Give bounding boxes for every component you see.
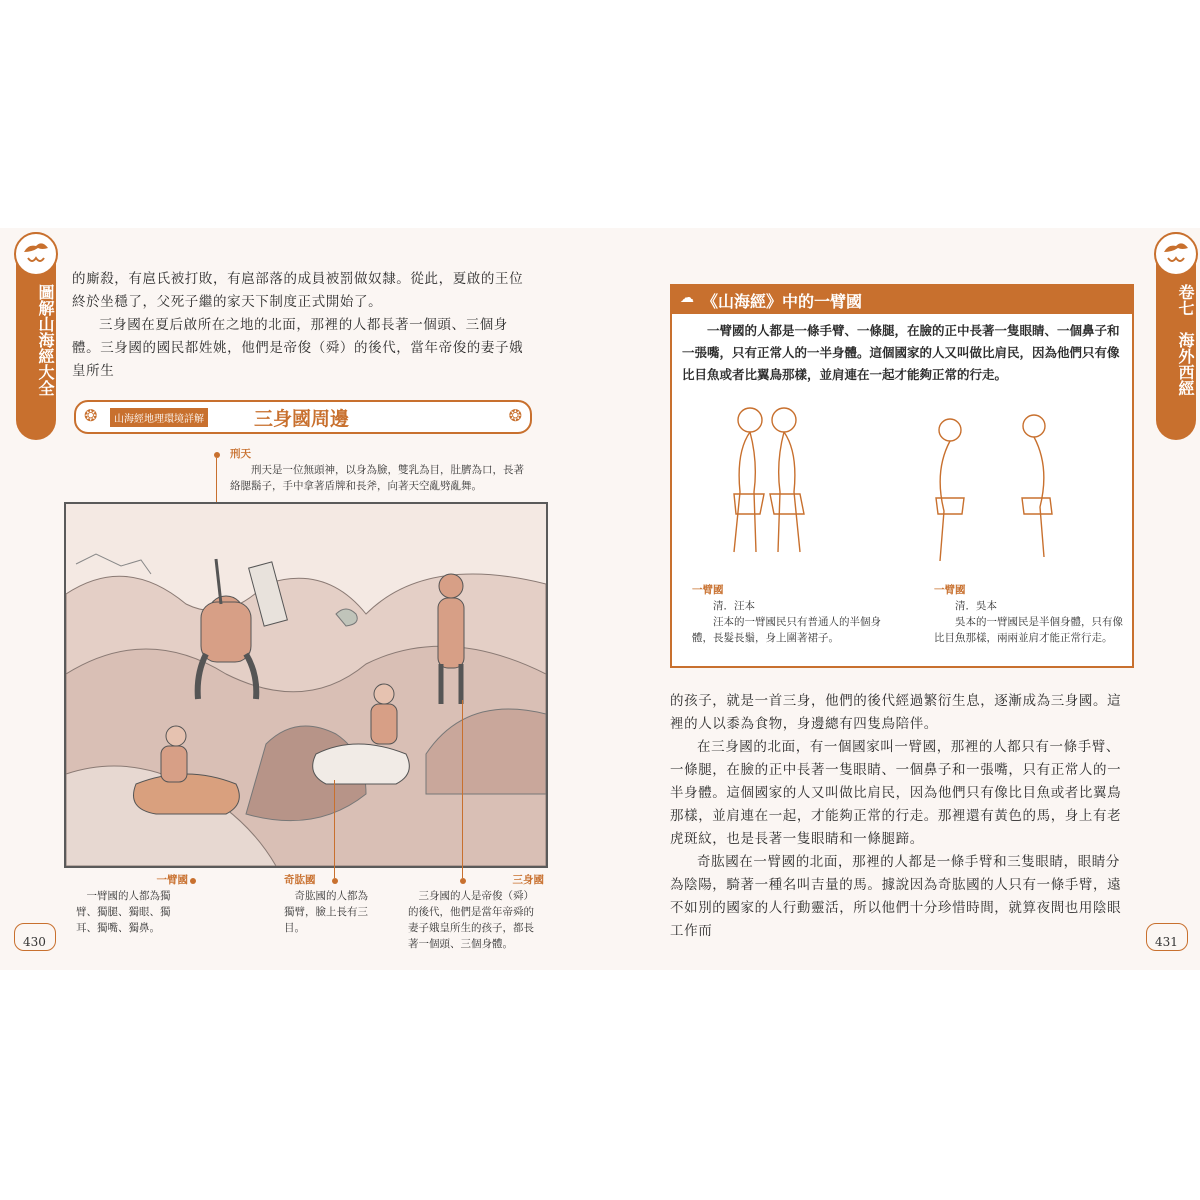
xingtian-caption [230,446,530,494]
page-number: 431 [1155,935,1178,949]
sanshen-caption [408,872,544,952]
caption-title: 一臂國 [934,584,966,596]
cloud-emblem-icon [1154,232,1198,276]
caption-text: 一臂國的人都為獨臂、獨腿、獨眼、獨耳、獨嘴、獨鼻。 [76,890,171,934]
feature-box-title: 《山海經》中的一臂國 [702,292,863,311]
cloud-emblem-icon [14,232,58,276]
xingtian-leader [216,458,217,502]
caption-title: 刑天 [230,448,251,460]
swirl-right-icon: ❂ [508,406,522,425]
caption-title: 奇肱國 [284,874,316,886]
left-side-tab-label: 圖解山海經大全 [36,284,55,396]
paragraph: 在三身國的北面，有一個國家叫一臂國，那裡的人都只有一條手臂、一條腿，在臉的正中長著一隻眼睛、一個鼻子和一張嘴，只有正常人的一半身體。這個國家的人又叫做比肩民，因為他們只有像比目魚或者比翼鳥那樣，並肩連在一起，才能夠正常的行走。那裡還有黃色的馬，身上有老虎斑紋，也是長著一隻眼睛和一條腿蹄。 [670,739,1122,847]
caption-title: 一臂國 [156,874,188,886]
yibi-feature-box [670,284,1134,668]
banner-title: 三身國周邊 [254,408,350,430]
paragraph: 的廝殺，有扈氏被打敗，有扈部落的成員被罰做奴隸。從此，夏啟的王位終於坐穩了，父死子繼的家天下制度正式開始了。 [72,271,524,310]
caption-title: 一臂國 [692,584,724,596]
yibi-figures-drawing [672,398,1128,578]
sanshen-illustration [64,502,548,868]
paragraph: 三身國在夏后啟所在之地的北面，那裡的人都長著一個頭、三個身體。三身國的國民都姓姚，他們是帝俊（舜）的後代，當年帝俊的妻子娥皇所生 [72,317,524,379]
right-side-tab-label: 卷七 海外西經 [1176,284,1195,396]
caption-text: 奇肱國的人都為獨臂，臉上長有三目。 [284,890,368,934]
cloud-icon: ☁ [680,290,694,306]
paragraph: 的孩子，就是一首三身，他們的後代經過繁衍生息，逐漸成為三身國。這裡的人以黍為食物，身邊總有四隻鳥陪伴。 [670,693,1122,732]
caption-source: 清．吳本 [955,600,997,612]
yibi-caption [76,872,188,936]
paragraph: 奇肱國在一臂國的北面，那裡的人都是一條手臂和三隻眼睛，眼睛分為陰陽，騎著一種名叫吉量的馬。據說因為奇肱國的人只有一條手臂，遠不如別的國家的人行動靈活，所以他們十分珍惜時間，就算夜間也用陰眼工作而 [670,854,1122,939]
wang-figure-caption [692,582,882,646]
wu-figure-caption [934,582,1124,646]
banner-tag: 山海經地理環境詳解 [110,408,208,427]
caption-text: 刑天是一位無頭神，以身為臉，雙乳為目，肚臍為口，長著絡腮鬍子，手中拿著盾牌和長斧，向著天空亂劈亂舞。 [230,464,524,492]
feature-box-text: 一臂國的人都是一條手臂、一條腿，在臉的正中長著一隻眼睛、一個鼻子和一張嘴，只有正常人的一半身體。這個國家的人又叫做比肩民，因為他們只有像比目魚或者比翼鳥那樣，並肩連在一起才能夠正常的行走。 [682,323,1120,382]
caption-text: 三身國的人是帝俊（舜）的後代，他們是當年帝舜的妻子娥皇所生的孩子，都長著一個頭、三個身體。 [408,890,534,950]
feature-box-header [672,286,1132,314]
right-body [670,690,1132,943]
qigong-leader [334,780,335,878]
left-side-tab [16,232,56,440]
yibi-marker [190,878,196,884]
swirl-left-icon: ❂ [84,406,98,425]
left-body-top [72,268,532,383]
caption-text: 吳本的一臂國民是半個身體，只有像比目魚那樣，兩兩並肩才能正常行走。 [934,616,1123,644]
xingtian-marker [214,452,220,458]
landscape-drawing [66,504,546,866]
right-side-tab [1156,232,1196,440]
section-banner [74,400,532,434]
caption-source: 清．汪本 [713,600,755,612]
page-number: 430 [23,935,46,949]
caption-text: 汪本的一臂國民只有普通人的半個身體，長髮長鬚，身上圍著裙子。 [692,616,881,644]
sanshen-leader [462,700,463,878]
caption-title: 三身國 [512,874,544,886]
qigong-caption [284,872,376,936]
